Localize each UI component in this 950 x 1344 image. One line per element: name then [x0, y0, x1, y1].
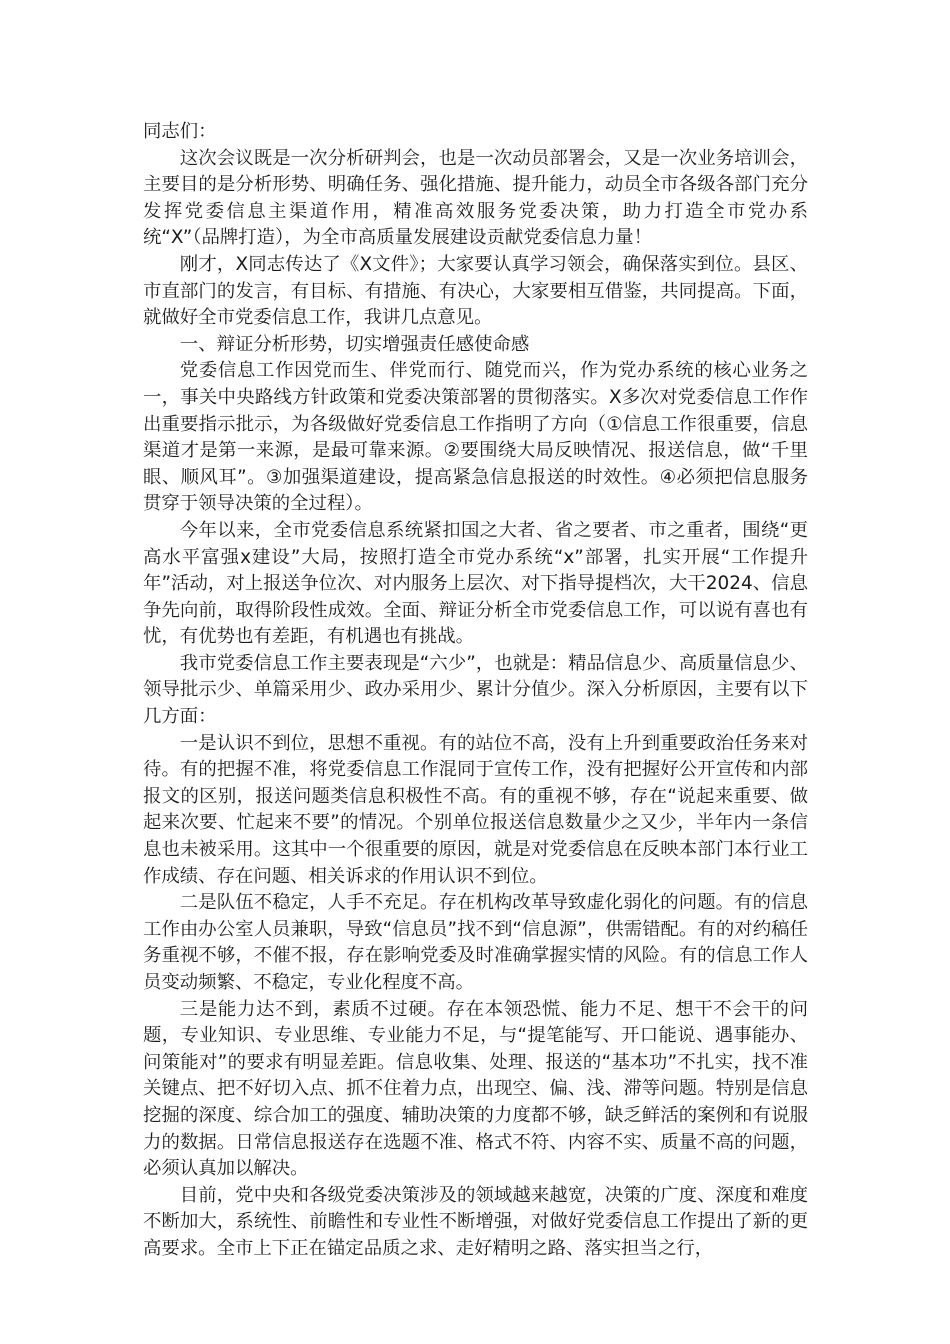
paragraph-party-info-work: 党委信息工作因党而生、伴党而行、随党而兴，作为党办系统的核心业务之一，事关中央路线方针政策和党委决策部署的贯彻落实。X多次对党委信息工作作出重要指示批示，为各级做好党委信息工作指明了方向（①信息工作很重要，信息渠道才是第一来源，是最可靠来源。②要围绕大局反映情况、报送信息，做“千里眼、顺风耳”。③加强渠道建设，提高紧急信息报送的时效性。④必须把信息服务贯穿于领导决策的全过程）。	[143, 360, 808, 515]
section-heading-1: 一、辩证分析形势，切实增强责任感使命感	[179, 333, 530, 355]
paragraph-intro: 这次会议既是一次分析研判会，也是一次动员部署会，又是一次业务培训会，主要目的是分析形势、明确任务、强化措施、提升能力，动员全市各级各部门充分发挥党委信息主渠道作用，精准高效服务党委决策，助力打造全市党办系统“X”（品牌打造），为全市高质量发展建设贡献党委信息力量！	[143, 147, 808, 249]
paragraph-reason-1: 一是认识不到位，思想不重视。有的站位不高，没有上升到重要政治任务来对待。有的把握不准，将党委信息工作混同于宣传工作，没有把握好公开宣传和内部报文的区别，报送问题类信息积极性不高。有的重视不够，存在“说起来重要、做起来次要、忙起来不要”的情况。个别单位报送信息数量少之又少，半年内一条信息也未被采用。这其中一个很重要的原因，就是对党委信息在反映本部门本行业工作成绩、存在问题、相关诉求的作用认识不到位。	[143, 732, 808, 887]
salutation: 同志们：	[143, 121, 217, 142]
paragraph-current-situation: 目前，党中央和各级党委决策涉及的领域越来越宽，决策的广度、深度和难度不断加大，系统性、前瞻性和专业性不断增强，对做好党委信息工作提出了新的更高要求。全市上下正在锚定品质之求、走好精明之路、落实担当之行，	[143, 1184, 808, 1259]
paragraph-reason-2: 二是队伍不稳定，人手不充足。存在机构改革导致虚化弱化的问题。有的信息工作由办公室人员兼职，导致“信息员”找不到“信息源”，供需错配。有的对约稿任务重视不够，不催不报，存在影响党委及时准确掌握实情的风险。有的信息工作人员变动频繁、不稳定，专业化程度不高。	[143, 892, 808, 993]
paragraph-opening-remarks: 刚才，X同志传达了《X文件》；大家要认真学习领会，确保落实到位。县区、市直部门的发言，有目标、有措施、有决心，大家要相互借鉴，共同提高。下面，就做好全市党委信息工作，我讲几点意见。	[143, 253, 808, 329]
paragraph-this-year: 今年以来，全市党委信息系统紧扣国之大者、省之要者、市之重者，围绕“更高水平富强x建设”大局，按照打造全市党办系统“x”部署，扎实开展“工作提升年”活动，对上报送争位次、对内服务上层次、对下指导提档次，大干2024、信息争先向前，取得阶段性成效。全面、辩证分析全市党委信息工作，可以说有喜也有忧，有优势也有差距，有机遇也有挑战。	[143, 519, 808, 648]
paragraph-six-less: 我市党委信息工作主要表现是“六少”，也就是：精品信息少、高质量信息少、领导批示少、单篇采用少、政办采用少、累计分值少。深入分析原因，主要有以下几方面：	[143, 652, 808, 728]
document-body	[143, 119, 808, 1263]
paragraph-reason-3: 三是能力达不到，素质不过硬。存在本领恐慌、能力不足、想干不会干的问题，专业知识、专业思维、专业能力不足，与“提笔能写、开口能说、遇事能办、问策能对”的要求有明显差距。信息收集、处理、报送的“基本功”不扎实，找不准关键点、把不好切入点、抓不住着力点，出现空、偏、浅、滞等问题。特别是信息挖掘的深度、综合加工的强度、辅助决策的力度都不够，缺乏鲜活的案例和有说服力的数据。日常信息报送存在选题不准、格式不符、内容不实、质量不高的问题，必须认真加以解决。	[143, 998, 808, 1180]
